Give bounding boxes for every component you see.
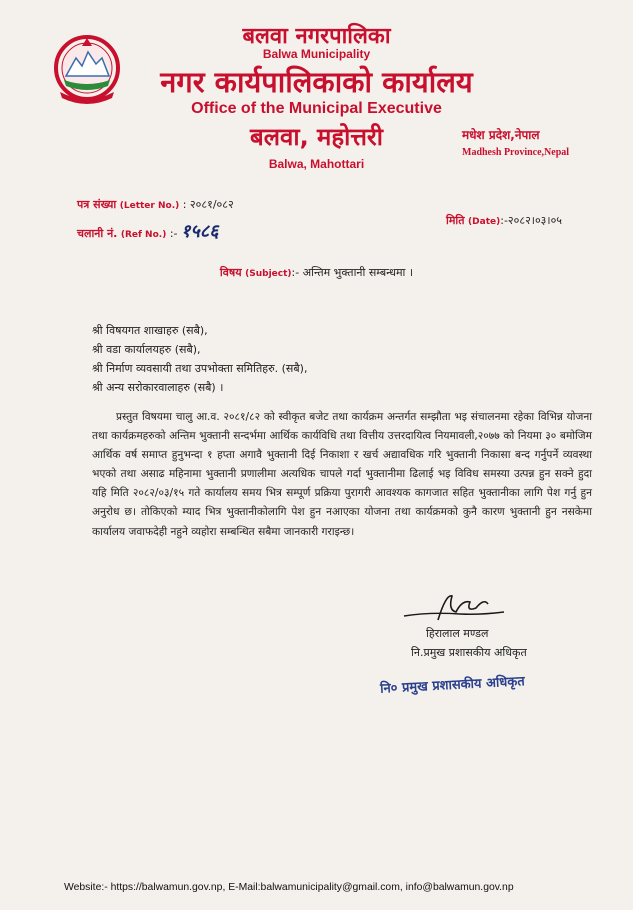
office-name-en: Office of the Municipal Executive	[191, 100, 442, 117]
subject-text: :- अन्तिम भुक्तानी सम्बन्धमा ।	[291, 266, 414, 279]
reference-number-label: चलानी नं.	[77, 227, 118, 240]
subject-label-en: (Subject)	[245, 269, 292, 279]
date-label-en: (Date)	[468, 217, 501, 227]
addressee-line: श्री विषयगत शाखाहरु (सबै),	[92, 324, 208, 337]
addressee-line: श्री निर्माण व्यवसायी तथा उपभोक्ता समितिहरु. (सबै),	[92, 362, 308, 375]
subject-line	[0, 265, 633, 280]
subject-label: विषय	[219, 266, 242, 279]
signatory-title: नि.प्रमुख प्रशासकीय अधिकृत	[411, 646, 527, 659]
province-np: मधेश प्रदेश,नेपाल	[462, 128, 540, 142]
date-value: :-२०८२।०३।०५	[500, 214, 563, 227]
letter-number-value: : २०८१/०८२	[182, 198, 234, 211]
municipality-name-np: बलवा नगरपालिका	[242, 24, 391, 49]
footer-contact: Website:- https://balwamun.gov.np, E-Mail:balwamunicipality@gmail.com, info@balwamun.gov.np	[64, 882, 514, 893]
date-label: मिति	[446, 214, 465, 227]
reference-number-value: १५८६	[181, 221, 219, 242]
signature-scribble-icon	[400, 590, 510, 626]
addressee-line: श्री अन्य सरोकारवालाहरु (सबै) ।	[92, 381, 224, 394]
letter-number	[77, 197, 234, 212]
municipality-name-en: Balwa Municipality	[262, 47, 371, 61]
reference-number-label-en: (Ref No.)	[120, 230, 167, 240]
reference-number-sep: :-	[169, 227, 178, 240]
place-name-np: बलवा, महोत्तरी	[250, 123, 383, 151]
office-name-np: नगर कार्यपालिकाको कार्यालय	[160, 65, 473, 99]
letter-number-label: पत्र संख्या	[77, 198, 117, 211]
addressee-line: श्री वडा कार्यालयहरु (सबै),	[92, 343, 201, 356]
letter-date	[446, 213, 562, 228]
letter-number-label-en: (Letter No.)	[119, 201, 180, 211]
letter-body: प्रस्तुत विषयमा चालु आ.व. २०८१/८२ को स्वीकृत बजेट तथा कार्यक्रम अन्तर्गत सम्झौता भइ संचालनमा रहेका विभिन्न योजना तथा कार्यक्रमहरुको अन्तिम भुक्तानी सन्दर्भमा आर्थिक कार्यविधि तथा वित्तीय उत्तरदायित्व नियमावली,२०७७ को नियमा ३० बमोजिम आर्थिक वर्ष समाप्त हुनुभन्दा १ हप्ता अगावै भुक्तानी दिई निकाशा र खर्च अद्यावधिक गरि भुक्तानी निकासा बन्द गर्नुपर्ने व्यवस्था भएको तथा असाढ महिनामा भुक्तानी प्रणालीमा अत्यधिक चापले गर्दा भुक्तानीमा ढिलाई भइ विविध समस्या उत्पन्न हुन सक्ने हुदा यहि मिति २०८२/०३/१५ गते कार्यालय समय भित्र सम्पूर्ण प्रक्रिया पुरागरी आवश्यक कागजात सहित भुक्तानीका लागि पेश गर्नु हुन अनुरोध छ। तोकिएको म्याद भित्र भुक्तानीकोलागि पेश हुन नआएका योजना तथा कार्यक्रमको कुनै कारण भुक्तानी हुन नसकेमा कार्यालय जवाफदेही नहुने व्यहोरा सम्बन्धित सबैमा जानकारी गराइन्छ।	[92, 411, 592, 538]
reference-number	[77, 219, 218, 243]
province-en: Madhesh Province,Nepal	[462, 147, 570, 158]
official-stamp: नि० प्रमुख प्रशासकीय अधिकृत	[379, 674, 526, 697]
signatory-name: हिरालाल मण्डल	[426, 627, 489, 640]
place-name-en: Balwa, Mahottari	[268, 157, 365, 171]
